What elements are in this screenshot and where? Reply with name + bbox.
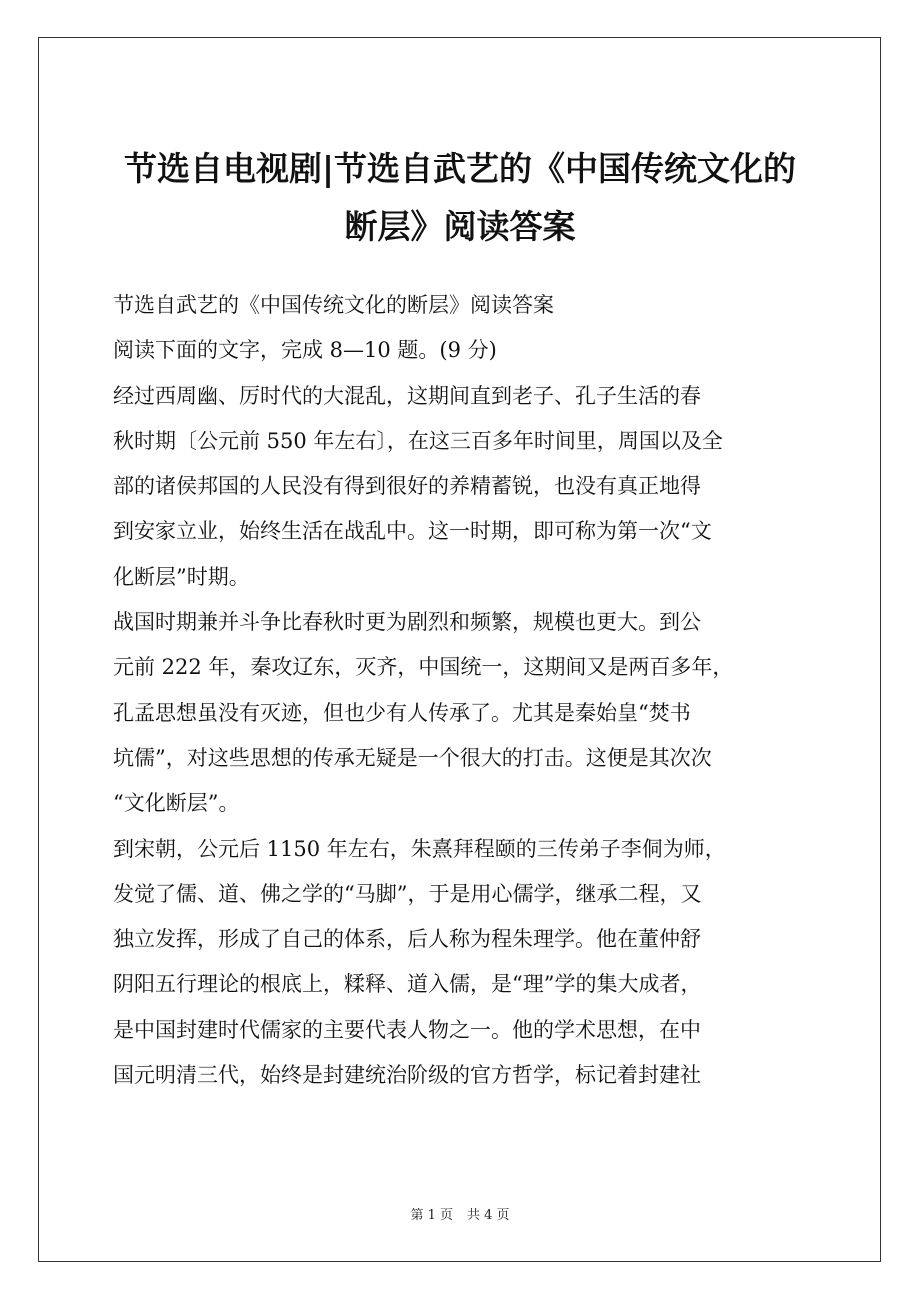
body-line: 秋时期〔公元前 550 年左右〕，在这三百多年时间里，周国以及全 [113, 428, 723, 453]
title-line-1: 节选自电视剧|节选自武艺的《中国传统文化的 [123, 149, 797, 188]
body-line: 到安家立业，始终生活在战乱中。这一时期，即可称为第一次“文 [113, 519, 712, 544]
body-line: 到宋朝，公元后 1150 年左右，朱熹拜程颐的三传弟子李侗为师， [113, 836, 726, 861]
page-footer [0, 1204, 920, 1223]
page-number-total: 共 4 页 [467, 1208, 510, 1223]
body-line: 战国时期兼并斗争比春秋时更为剧烈和频繁，规模也更大。到公 [113, 610, 701, 635]
body-line: 经过西周幽、厉时代的大混乱，这期间直到老子、孔子生活的春 [113, 383, 701, 408]
body-line: 是中国封建时代儒家的主要代表人物之一。他的学术思想，在中 [113, 1017, 701, 1042]
body-line: 坑儒”，对这些思想的传承无疑是一个很大的打击。这便是其次次 [113, 745, 712, 770]
body-line: 国元明清三代，始终是封建统治阶级的官方哲学，标记着封建社 [113, 1063, 701, 1088]
body-line: 独立发挥，形成了自己的体系，后人称为程朱理学。他在董仲舒 [113, 927, 701, 952]
body-line: 化断层”时期。 [113, 564, 250, 589]
document-title [60, 140, 860, 256]
document-body [113, 283, 813, 1098]
body-line: “文化断层”。 [113, 791, 240, 816]
body-line: 元前 222 年，秦攻辽东，灭齐，中国统一，这期间又是两百多年， [113, 655, 734, 680]
body-line: 阅读下面的文字，完成 8—10 题。(9 分) [113, 338, 497, 363]
body-line: 节选自武艺的《中国传统文化的断层》阅读答案 [113, 293, 554, 317]
body-line: 阴阳五行理论的根底上，糅释、道入儒，是“理”学的集大成者， [113, 972, 702, 997]
body-line: 部的诸侯邦国的人民没有得到很好的养精蓄锐，也没有真正地得 [113, 474, 701, 499]
body-line: 孔孟思想虽没有灭迹，但也少有人传承了。尤其是秦始皇“焚书 [113, 700, 691, 725]
page-number-current: 第 1 页 [410, 1208, 453, 1223]
body-line: 发觉了儒、道、佛之学的“马脚”，于是用心儒学，继承二程，又 [113, 881, 702, 906]
title-line-2: 断层》阅读答案 [344, 207, 576, 246]
